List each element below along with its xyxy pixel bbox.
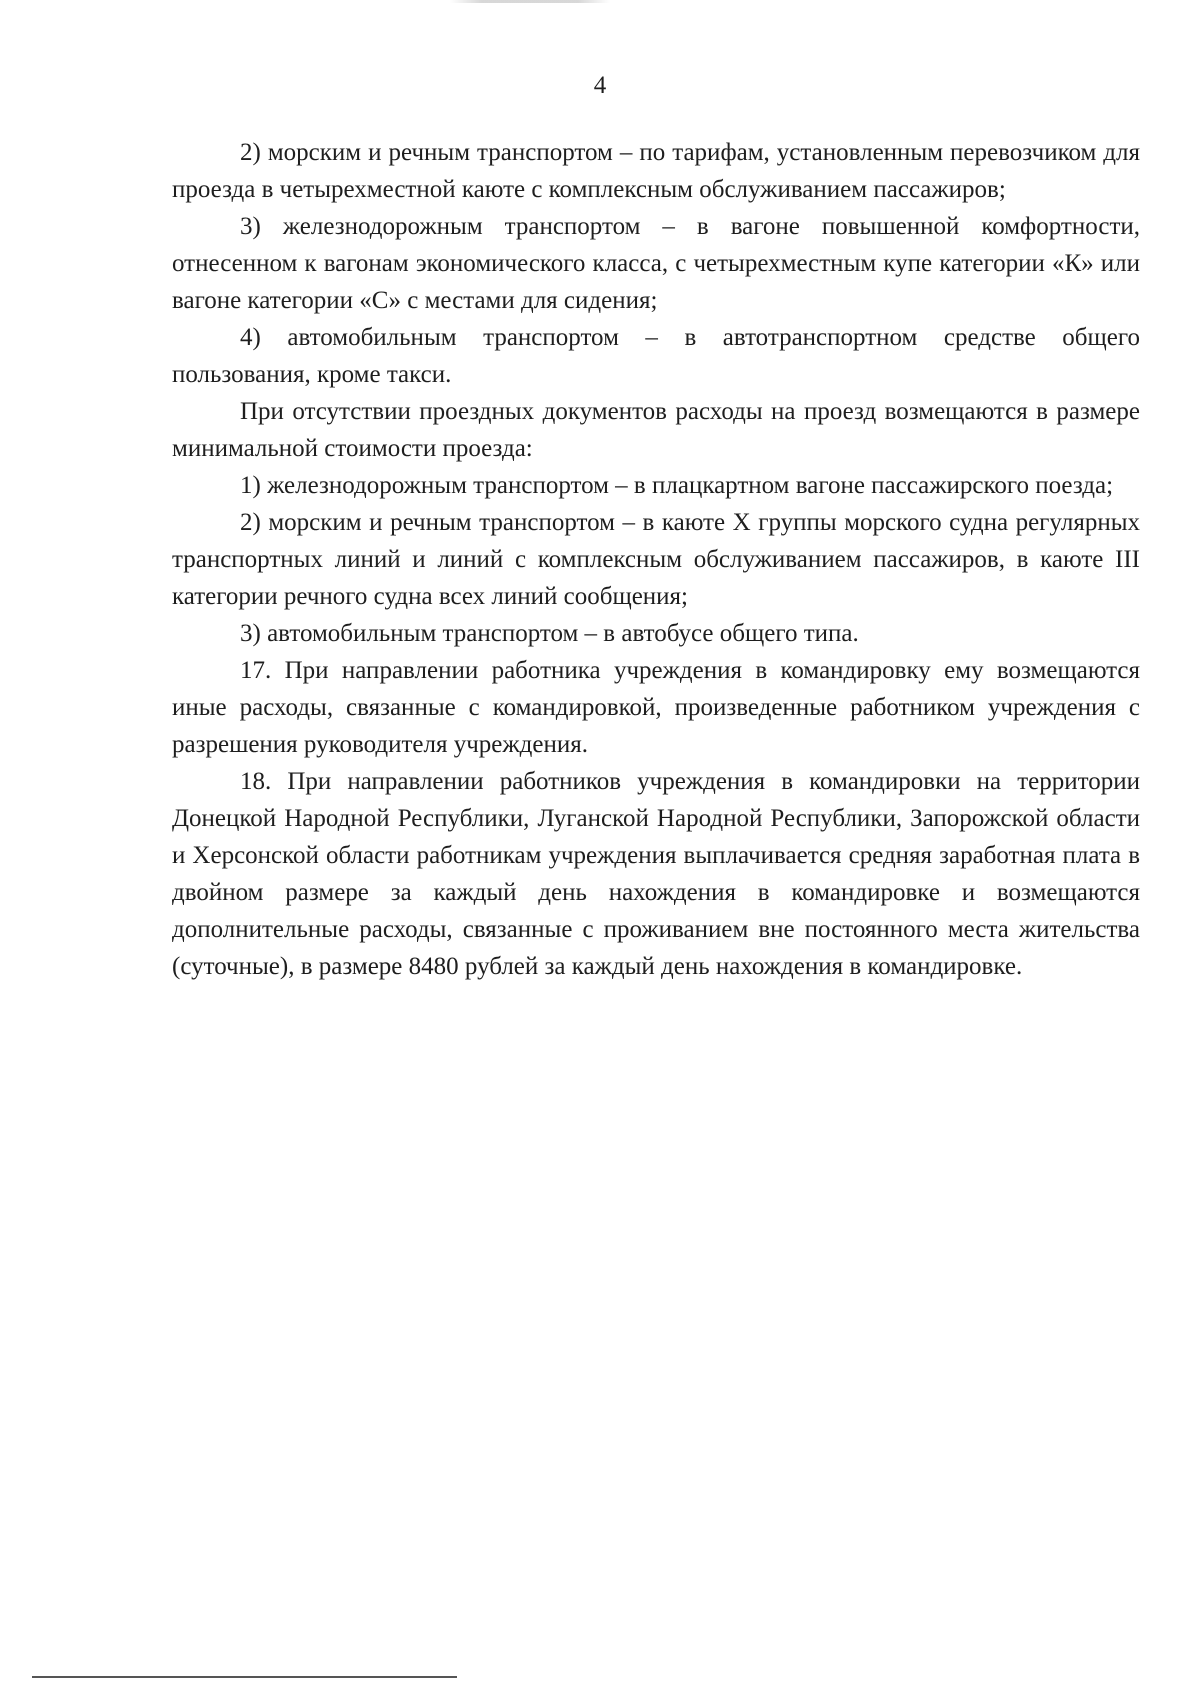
paragraph-clause-17: 17. При направлении работника учреждения в командировку ему возмещаются иные расходы, связанные с командировкой, произведенные работником учреждения с разрешения руководителя учреждения.: [172, 657, 1140, 758]
paragraph-clause-18: 18. При направлении работников учреждения в командировки на территории Донецкой Народной Республики, Луганской Народной Республики, Запорожской области и Херсонской области работникам учреждения выплачивается средняя заработная плата в двойном размере за каждый день нахождения в командировке и возмещаются дополнительные расходы, связанные с проживанием вне постоянного места жительства (суточные), в размере 8480 рублей за каждый день нахождения в командировке.: [172, 768, 1140, 980]
bottom-rule-line: [32, 1676, 457, 1678]
scan-artifact-top: [450, 0, 610, 3]
document-body: [172, 134, 1140, 985]
paragraph-min-railway: 1) железнодорожным транспортом – в плацкартном вагоне пассажирского поезда;: [240, 472, 1114, 499]
paragraph-no-travel-documents: При отсутствии проездных документов расходы на проезд возмещаются в размере минимальной стоимости проезда:: [172, 398, 1140, 462]
page-number: 4: [593, 72, 607, 99]
paragraph-min-road: 3) автомобильным транспортом – в автобусе общего типа.: [240, 620, 859, 647]
paragraph-min-sea-river: 2) морским и речным транспортом – в каюте X группы морского судна регулярных транспортных линий и линий с комплексным обслуживанием пассажиров, в каюте III категории речного судна всех линий сообщения;: [172, 509, 1140, 610]
paragraph-road-transport: 4) автомобильным транспортом – в автотранспортном средстве общего пользования, кроме такси.: [172, 324, 1140, 388]
paragraph-railway-transport: 3) железнодорожным транспортом – в вагоне повышенной комфортности, отнесенном к вагонам экономического класса, с четырехместным купе категории «К» или вагоне категории «С» с местами для сидения;: [172, 213, 1140, 314]
paragraph-sea-river-transport: 2) морским и речным транспортом – по тарифам, установленным перевозчиком для проезда в четырехместной каюте с комплексным обслуживанием пассажиров;: [172, 139, 1140, 203]
